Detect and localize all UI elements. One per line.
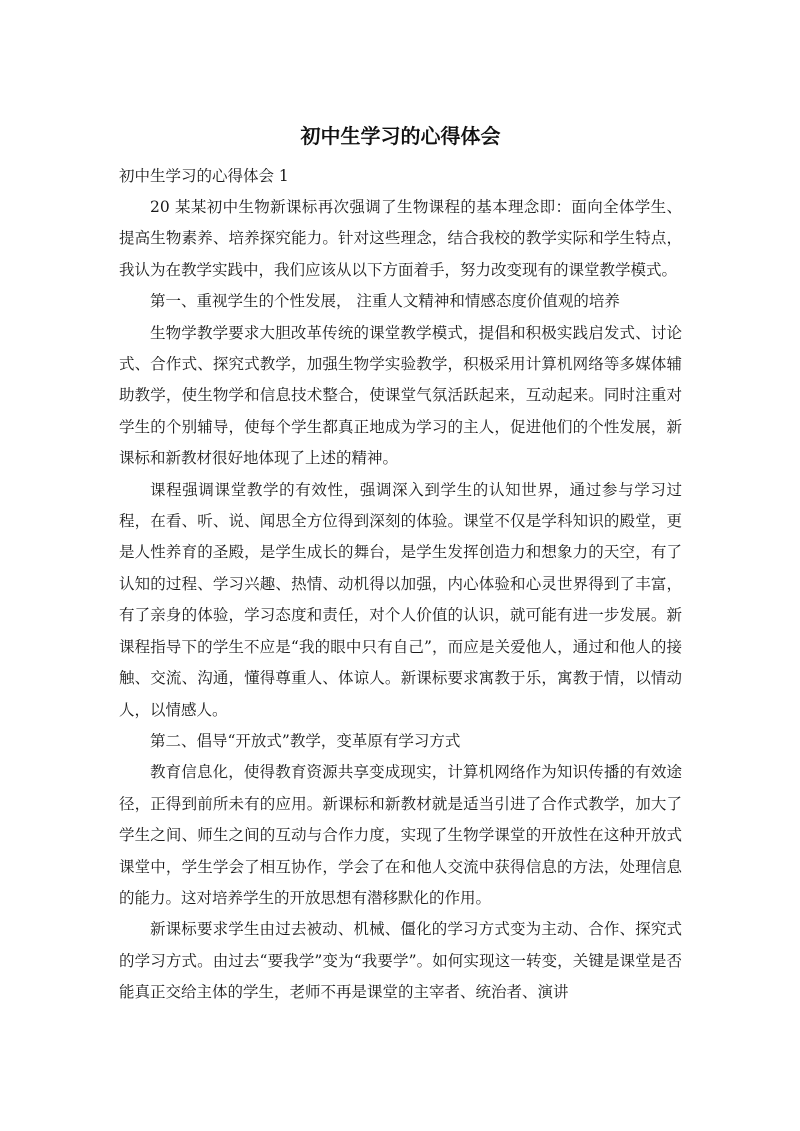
- paragraph-heading-first: 第一、重视学生的个性发展， 注重人文精神和情感态度价值观的培养: [150, 292, 620, 311]
- paragraph-learning-methods: 新课标要求学生由过去被动、机械、僵化的学习方式变为主动、合作、探究式的学习方式。由过去“要我学”变为“我要学”。如何实现这一转变，关键是课堂是否能真正交给主体的学生，老师不再是课堂的主宰者、统治者、演讲: [119, 920, 682, 1002]
- document-title: 初中生学习的心得体会: [300, 124, 501, 148]
- section-subtitle: 初中生学习的心得体会 1: [119, 167, 289, 185]
- paragraph-teaching-reform: 生物学教学要求大胆改革传统的课堂教学模式，提倡和积极实践启发式、讨论式、合作式、探究式教学，加强生物学实验教学，积极采用计算机网络等多媒体辅助教学，使生物学和信息技术整合，使课堂气氛活跃起来，互动起来。同时注重对学生的个别辅导，使每个学生都真正地成为学习的主人，促进他们的个性发展，新课标和新教材很好地体现了上述的精神。: [119, 323, 682, 468]
- paragraph-classroom-effectiveness: 课程强调课堂教学的有效性，强调深入到学生的认知世界，通过参与学习过程，在看、听、说、闻思全方位得到深刻的体验。课堂不仅是学科知识的殿堂，更是人性养育的圣殿，是学生成长的舞台，是学生发挥创造力和想象力的天空，有了认知的过程、学习兴趣、热情、动机得以加强，内心体验和心灵世界得到了丰富，有了亲身的体验，学习态度和责任，对个人价值的认识，就可能有进一步发展。新课程指导下的学生不应是“我的眼中只有自己”，而应是关爱他人，通过和他人的接触、交流、沟通，懂得尊重人、体谅人。新课标要求寓教于乐，寓教于情，以情动人，以情感人。: [119, 480, 682, 719]
- paragraph-intro: 20 某某初中生物新课标再次强调了生物课程的基本理念即：面向全体学生、提高生物素养、培养探究能力。针对这些理念，结合我校的教学实际和学生特点，我认为在教学实践中，我们应该从以下方面着手，努力改变现有的课堂教学模式。: [119, 198, 682, 279]
- paragraph-heading-second: 第二、倡导“开放式”教学，变革原有学习方式: [150, 731, 461, 750]
- paragraph-information-education: 教育信息化，使得教育资源共享变成现实，计算机网络作为知识传播的有效途径，正得到前所未有的应用。新课标和新教材就是适当引进了合作式教学，加大了学生之间、师生之间的互动与合作力度，实现了生物学课堂的开放性在这种开放式课堂中，学生学会了相互协作，学会了在和他人交流中获得信息的方法，处理信息的能力。这对培养学生的开放思想有潜移默化的作用。: [119, 763, 682, 907]
